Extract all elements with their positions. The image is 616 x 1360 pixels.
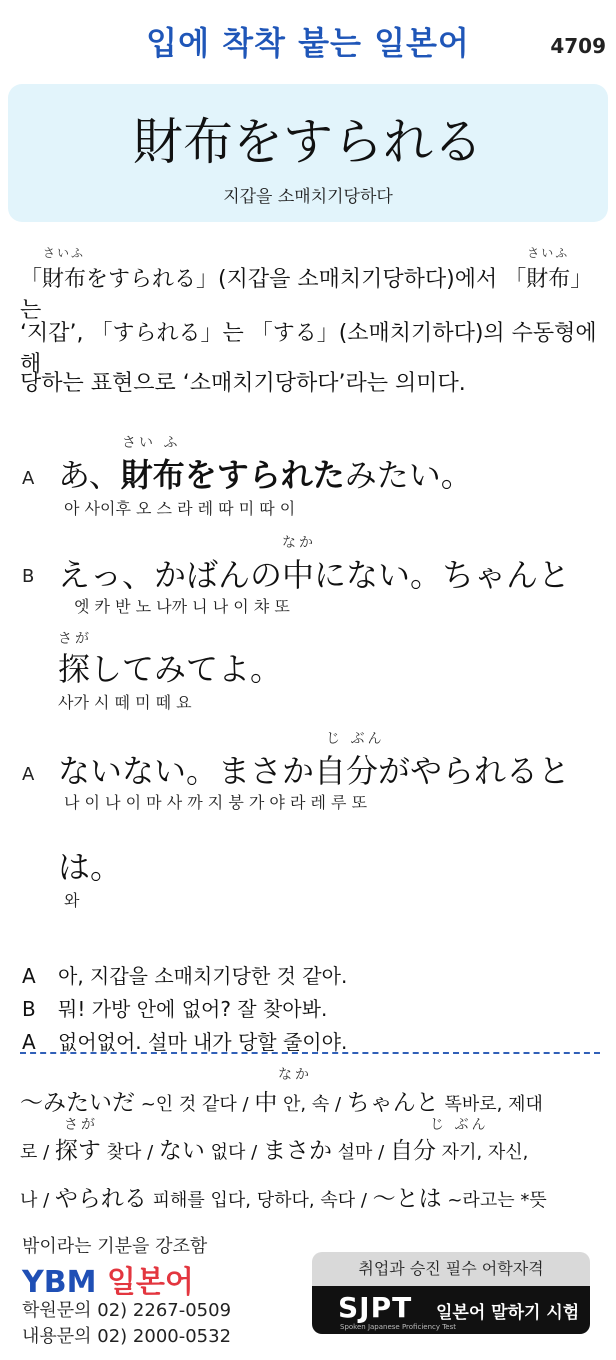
dialogue-line: ないない。まさか自分がやられると <box>58 752 571 790</box>
sjpt-logo: SJPT <box>338 1291 413 1324</box>
speaker-label: B <box>22 566 35 587</box>
translation-line: B 뭐! 가방 안에 없어? 잘 찾아봐. <box>22 997 328 1021</box>
sjpt-korean: 일본어 말하기 시험 <box>436 1303 580 1323</box>
contact-academy: 학원문의 02) 2267-0509 <box>22 1300 232 1321</box>
furigana: さい ふ <box>122 435 181 451</box>
title-box <box>8 84 608 222</box>
pronunciation: 아 사이후 오 스 라 레 따 미 따 이 <box>64 499 296 518</box>
sjpt-badge <box>312 1252 590 1334</box>
translation-line: A 아, 지갑을 소매치기당한 것 같아. <box>22 964 348 988</box>
vocab-line-3: 나 / やられる 피해를 입다, 당하다, 속다 / ～とは ~라고는 *뜻 <box>20 1186 547 1212</box>
pronunciation: 엣 카 반 노 나까 니 나 이 챠 또 <box>74 597 290 616</box>
vocab-line-4: 밖이라는 기분을 강조함 <box>22 1236 208 1257</box>
dialogue-line: 探してみてよ。 <box>58 650 283 688</box>
speaker-label: A <box>22 764 35 785</box>
issue-number: 4709 <box>550 34 606 58</box>
pronunciation: 와 <box>64 891 80 910</box>
contact-content: 내용문의 02) 2000-0532 <box>22 1326 232 1347</box>
intro-line-1: 「 さいふ 財布をすられる」(지갑을 소매치기당하다)에서 「 さいふ 財布」는 <box>20 246 593 323</box>
furigana: なか <box>278 1067 312 1083</box>
pronunciation: 나 이 나 이 마 사 까 지 붕 가 야 라 레 루 또 <box>64 793 368 812</box>
pronunciation: 사가 시 떼 미 떼 요 <box>58 693 192 712</box>
title-korean: 지갑을 소매치기당하다 <box>223 187 393 207</box>
furigana: じ ぶん <box>326 731 385 747</box>
ruby-saifu-2: さいふ 財布 <box>526 246 571 292</box>
dialogue-line: あ、財布をすられたみたい。 <box>58 456 473 494</box>
translation-line: A 없어없어. 설마 내가 당할 줄이야. <box>22 1030 348 1054</box>
furigana: さが <box>58 631 92 647</box>
dialogue-line: えっ、かばんの中にない。ちゃんと <box>58 556 571 594</box>
badge-tagline: 취업과 승진 필수 어학자격 <box>312 1252 590 1286</box>
vocab-line-2: 로 / 探す 찾다 / ない 없다 / まさか 설마 / 自分 자기, 자신, <box>20 1138 529 1164</box>
page-header <box>0 0 616 84</box>
furigana: なか <box>282 535 316 551</box>
series-title: 입에 착착 붙는 일본어 <box>146 24 470 62</box>
furigana: さが <box>64 1117 98 1133</box>
vocab-line-1: ～みたいだ ~인 것 같다 / 中 안, 속 / ちゃんと 똑바로, 제대 <box>20 1090 543 1116</box>
badge-body <box>312 1286 590 1334</box>
intro-line-3: 당하는 표현으로 ‘소매치기당하다’라는 의미다. <box>20 371 466 396</box>
title-japanese: 財布をすられる <box>133 113 483 171</box>
furigana: じ ぶん <box>430 1117 489 1133</box>
intro-line-2: ‘지갑’, 「すられる」는 「する」(소매치기하다)의 수동형에 해 <box>20 321 597 377</box>
sjpt-subtitle: Spoken Japanese Proficiency Test <box>340 1323 457 1331</box>
dialogue-line: は。 <box>58 848 123 886</box>
speaker-label: A <box>22 468 35 489</box>
ruby-saifu: さいふ 財布 <box>42 246 87 292</box>
section-divider <box>20 1052 600 1054</box>
ybm-logo: YBM 일본어 <box>22 1265 194 1300</box>
